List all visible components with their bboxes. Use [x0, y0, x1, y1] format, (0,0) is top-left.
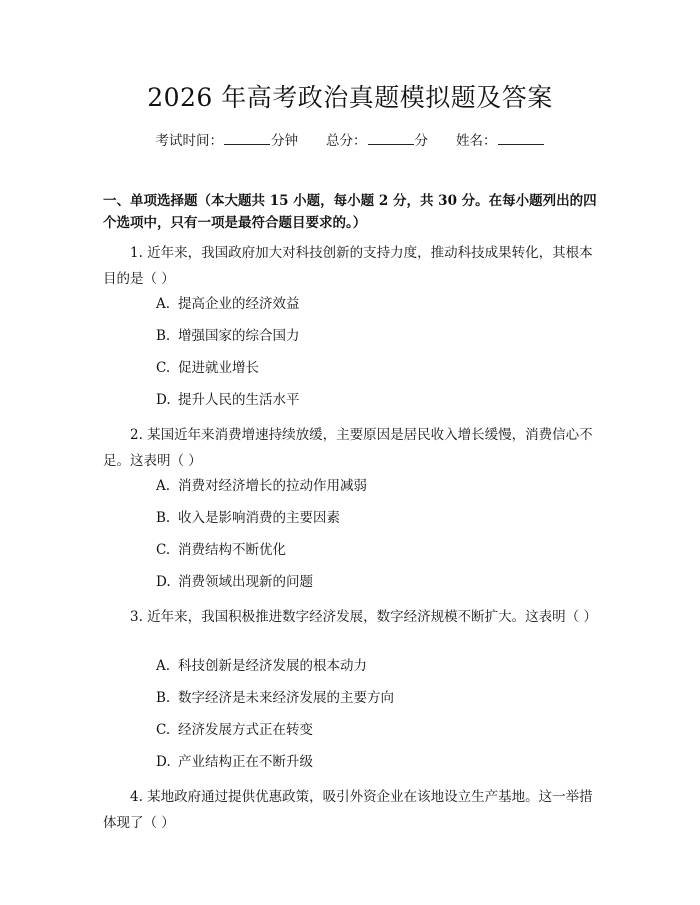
option-text: 提高企业的经济效益 [178, 296, 300, 312]
question-2-option-a [156, 476, 596, 496]
option-letter: D. [156, 754, 171, 770]
option-letter: B. [156, 510, 171, 526]
option-letter: C. [156, 360, 171, 376]
exam-meta-line [0, 131, 700, 151]
question-2-option-b [156, 508, 596, 528]
question-3-option-b [156, 688, 596, 708]
total-score-blank [368, 132, 414, 145]
question-1-option-a [156, 294, 596, 314]
total-score-unit: 分 [414, 133, 428, 149]
option-letter: A. [156, 658, 171, 674]
question-4-stem: 4. 某地政府通过提供优惠政策，吸引外资企业在该地设立生产基地。这一举措体现了（ ） [103, 789, 593, 831]
student-name-field [456, 133, 545, 149]
option-text: 经济发展方式正在转变 [178, 722, 313, 738]
option-letter: B. [156, 328, 171, 344]
question-3-stem: 3. 近年来，我国积极推进数字经济发展，数字经济规模不断扩大。这表明（ ） [130, 609, 597, 625]
question-1-option-b [156, 326, 596, 346]
total-score-field [326, 133, 428, 149]
option-text: 收入是影响消费的主要因素 [178, 510, 340, 526]
option-letter: A. [156, 478, 171, 494]
student-name-blank [498, 132, 544, 145]
option-letter: C. [156, 722, 171, 738]
option-letter: D. [156, 392, 171, 408]
option-text: 促进就业增长 [178, 360, 259, 376]
question-3-option-d [156, 752, 596, 772]
student-name-label: 姓名： [456, 133, 497, 149]
section-heading: 一、单项选择题（本大题共 15 小题，每小题 2 分，共 30 分。在每小题列出的四个选项中，只有一项是最符合题目要求的。） [103, 193, 597, 231]
total-score-label: 总分： [326, 133, 367, 149]
question-3-option-a [156, 656, 596, 676]
option-text: 增强国家的综合国力 [178, 328, 300, 344]
option-text: 消费领域出现新的问题 [178, 574, 313, 590]
option-letter: A. [156, 296, 171, 312]
option-text: 消费对经济增长的拉动作用减弱 [178, 478, 367, 494]
question-3-option-c [156, 720, 596, 740]
exam-time-field [156, 133, 299, 149]
exam-time-blank [224, 132, 270, 145]
option-text: 提升人民的生活水平 [178, 392, 300, 408]
question-1-stem: 1. 近年来，我国政府加大对科技创新的支持力度，推动科技成果转化，其根本目的是（ ） [103, 245, 593, 287]
question-1-option-c [156, 358, 596, 378]
question-2-option-d [156, 572, 596, 592]
page-title: 2026 年高考政治真题模拟题及答案 [147, 83, 553, 112]
option-letter: B. [156, 690, 171, 706]
option-text: 数字经济是未来经济发展的主要方向 [178, 690, 394, 706]
option-letter: C. [156, 542, 171, 558]
question-1-option-d [156, 390, 596, 410]
question-2-option-c [156, 540, 596, 560]
option-text: 消费结构不断优化 [178, 542, 286, 558]
question-2-stem: 2. 某国近年来消费增速持续放缓，主要原因是居民收入增长缓慢，消费信心不足。这表明（ ） [103, 427, 593, 469]
option-letter: D. [156, 574, 171, 590]
exam-time-unit: 分钟 [271, 133, 298, 149]
option-text: 科技创新是经济发展的根本动力 [178, 658, 367, 674]
option-text: 产业结构正在不断升级 [178, 754, 313, 770]
exam-time-label: 考试时间： [155, 133, 223, 149]
